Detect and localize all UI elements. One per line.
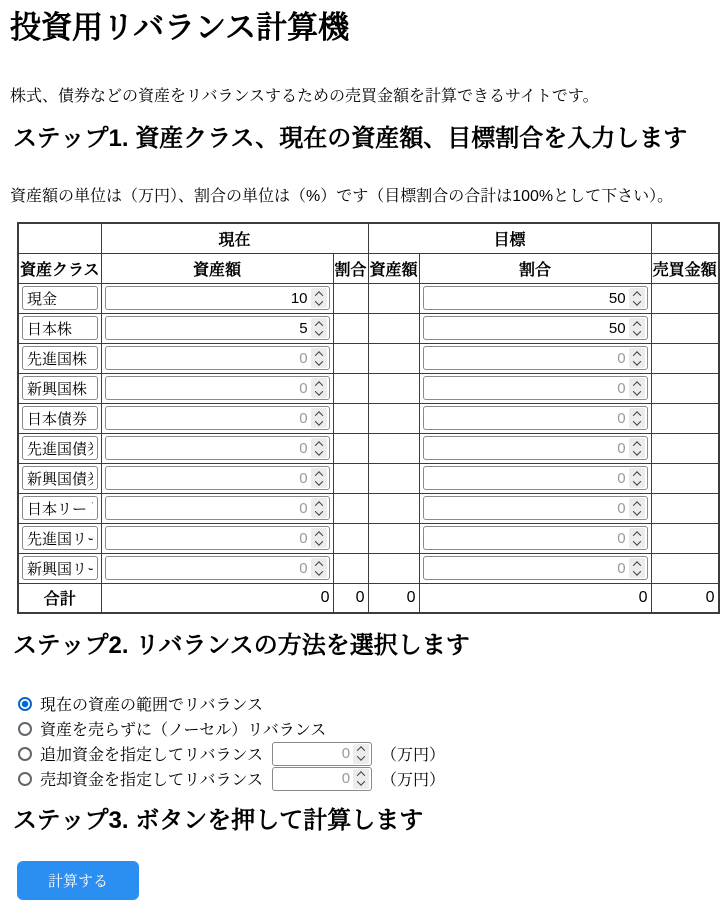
- current-amount-input[interactable]: [109, 320, 311, 337]
- trade-amount-cell: [651, 313, 719, 343]
- current-amount-cell: [101, 373, 333, 403]
- current-ratio-cell: [333, 283, 368, 313]
- total-current-amount: 0: [101, 583, 333, 613]
- asset-class-cell: [18, 343, 101, 373]
- number-spinner[interactable]: [629, 438, 645, 458]
- current-amount-input[interactable]: [109, 500, 311, 517]
- current-amount-cell: [101, 313, 333, 343]
- number-spinner[interactable]: [629, 408, 645, 428]
- current-ratio-header: 割合: [333, 253, 368, 283]
- asset-class-input[interactable]: [22, 346, 98, 370]
- target-ratio-field[interactable]: [423, 556, 648, 580]
- current-amount-cell: [101, 343, 333, 373]
- table-row: [18, 463, 719, 493]
- spinner-down-icon[interactable]: [314, 567, 322, 575]
- target-group-header: 目標: [368, 223, 651, 253]
- current-amount-cell: [101, 283, 333, 313]
- asset-class-input[interactable]: [22, 286, 98, 310]
- current-amount-cell: [101, 433, 333, 463]
- rebalance-option-radio[interactable]: [18, 697, 32, 711]
- target-ratio-cell: [419, 373, 651, 403]
- target-ratio-field[interactable]: [423, 436, 648, 460]
- spinner-down-icon[interactable]: [314, 507, 322, 515]
- spinner-down-icon[interactable]: [632, 447, 640, 455]
- number-spinner[interactable]: [311, 318, 327, 338]
- current-amount-cell: [101, 523, 333, 553]
- target-amount-cell: [368, 343, 419, 373]
- number-spinner[interactable]: [629, 348, 645, 368]
- target-ratio-input[interactable]: [427, 410, 629, 427]
- trade-amount-cell: [651, 553, 719, 583]
- current-amount-field[interactable]: [105, 406, 330, 430]
- current-ratio-cell: [333, 493, 368, 523]
- current-amount-field[interactable]: [105, 286, 330, 310]
- target-amount-cell: [368, 373, 419, 403]
- trade-amount-cell: [651, 343, 719, 373]
- target-ratio-cell: [419, 403, 651, 433]
- asset-class-input[interactable]: [22, 406, 98, 430]
- current-amount-cell: [101, 493, 333, 523]
- number-spinner[interactable]: [311, 498, 327, 518]
- table-row: [18, 553, 719, 583]
- asset-table-body: [18, 283, 719, 613]
- number-spinner[interactable]: [629, 558, 645, 578]
- spinner-down-icon[interactable]: [632, 357, 640, 365]
- asset-class-cell: [18, 373, 101, 403]
- table-row: [18, 403, 719, 433]
- asset-class-input[interactable]: [22, 526, 98, 550]
- current-amount-input[interactable]: [109, 560, 311, 577]
- current-ratio-cell: [333, 343, 368, 373]
- asset-class-input[interactable]: [22, 466, 98, 490]
- target-ratio-header: 割合: [419, 253, 651, 283]
- number-spinner[interactable]: [353, 769, 369, 789]
- spinner-down-icon[interactable]: [314, 387, 322, 395]
- current-amount-field[interactable]: [105, 376, 330, 400]
- rebalance-option: [18, 766, 719, 791]
- asset-class-cell: [18, 493, 101, 523]
- table-row: [18, 373, 719, 403]
- spinner-down-icon[interactable]: [632, 387, 640, 395]
- spinner-down-icon[interactable]: [357, 753, 365, 761]
- number-spinner[interactable]: [629, 528, 645, 548]
- target-amount-cell: [368, 493, 419, 523]
- current-amount-field[interactable]: [105, 346, 330, 370]
- number-spinner[interactable]: [353, 744, 369, 764]
- number-spinner[interactable]: [311, 378, 327, 398]
- target-ratio-cell: [419, 313, 651, 343]
- asset-class-input[interactable]: [22, 556, 98, 580]
- total-row: [18, 583, 719, 613]
- target-ratio-field[interactable]: [423, 406, 648, 430]
- number-spinner[interactable]: [311, 288, 327, 308]
- target-ratio-field[interactable]: [423, 316, 648, 340]
- calculate-button[interactable]: 計算する: [17, 861, 139, 900]
- target-ratio-field[interactable]: [423, 466, 648, 490]
- target-ratio-input[interactable]: [427, 530, 629, 547]
- target-ratio-field[interactable]: [423, 286, 648, 310]
- step1-note: 資産額の単位は（万円）、割合の単位は（%）です（目標割合の合計は100%として下さい）。: [10, 187, 674, 205]
- rebalance-option-label: 追加資金を指定してリバランス: [40, 747, 264, 765]
- rebalance-option: [18, 691, 719, 716]
- current-ratio-cell: [333, 463, 368, 493]
- target-ratio-input[interactable]: [427, 470, 629, 487]
- table-column-header-row: [18, 253, 719, 283]
- target-amount-cell: [368, 553, 419, 583]
- current-group-header: 現在: [101, 223, 368, 253]
- spinner-down-icon[interactable]: [632, 567, 640, 575]
- target-ratio-cell: [419, 493, 651, 523]
- spinner-down-icon[interactable]: [314, 327, 322, 335]
- trade-amount-cell: [651, 493, 719, 523]
- asset-class-cell: [18, 523, 101, 553]
- target-amount-cell: [368, 523, 419, 553]
- target-amount-cell: [368, 463, 419, 493]
- number-spinner[interactable]: [629, 498, 645, 518]
- total-current-ratio: 0: [333, 583, 368, 613]
- target-ratio-input[interactable]: [427, 350, 629, 367]
- current-amount-input[interactable]: [109, 530, 311, 547]
- current-ratio-cell: [333, 523, 368, 553]
- table-row: [18, 493, 719, 523]
- target-ratio-input[interactable]: [427, 560, 629, 577]
- rebalance-option: [18, 741, 719, 766]
- funds-amount-input[interactable]: [276, 745, 353, 762]
- spinner-down-icon[interactable]: [314, 537, 322, 545]
- target-amount-header: 資産額: [368, 253, 419, 283]
- number-spinner[interactable]: [311, 528, 327, 548]
- current-amount-field[interactable]: [105, 316, 330, 340]
- spinner-down-icon[interactable]: [632, 507, 640, 515]
- current-amount-cell: [101, 403, 333, 433]
- number-spinner[interactable]: [311, 558, 327, 578]
- total-trade-amount: 0: [651, 583, 719, 613]
- site-description: 株式、債券などの資産をリバランスするための売買金額を計算できるサイトです。: [10, 87, 599, 105]
- spinner-down-icon[interactable]: [632, 537, 640, 545]
- target-ratio-input[interactable]: [427, 290, 629, 307]
- target-ratio-cell: [419, 283, 651, 313]
- current-ratio-cell: [333, 373, 368, 403]
- number-spinner[interactable]: [311, 408, 327, 428]
- page-title: 投資用リバランス計算機: [10, 10, 350, 45]
- asset-class-cell: [18, 433, 101, 463]
- target-ratio-cell: [419, 343, 651, 373]
- table-row: [18, 313, 719, 343]
- asset-class-cell: [18, 553, 101, 583]
- rebalance-option-radio[interactable]: [18, 747, 32, 761]
- table-row: [18, 433, 719, 463]
- target-ratio-input[interactable]: [427, 320, 629, 337]
- table-row: [18, 523, 719, 553]
- total-target-amount: 0: [368, 583, 419, 613]
- target-ratio-field[interactable]: [423, 346, 648, 370]
- current-amount-input[interactable]: [109, 350, 311, 367]
- table-group-header-row: [18, 223, 719, 253]
- funds-amount-input[interactable]: [276, 770, 353, 787]
- current-ratio-cell: [333, 313, 368, 343]
- trade-amount-cell: [651, 433, 719, 463]
- trade-amount-cell: [651, 283, 719, 313]
- spinner-down-icon[interactable]: [314, 447, 322, 455]
- target-amount-cell: [368, 313, 419, 343]
- current-amount-input[interactable]: [109, 440, 311, 457]
- number-spinner[interactable]: [629, 378, 645, 398]
- target-ratio-field[interactable]: [423, 526, 648, 550]
- number-spinner[interactable]: [311, 348, 327, 368]
- asset-class-header: 資産クラス: [18, 253, 101, 283]
- target-amount-cell: [368, 433, 419, 463]
- asset-table: [17, 222, 720, 614]
- target-ratio-input[interactable]: [427, 440, 629, 457]
- current-amount-header: 資産額: [101, 253, 333, 283]
- table-row: [18, 343, 719, 373]
- current-amount-input[interactable]: [109, 290, 311, 307]
- number-spinner[interactable]: [629, 468, 645, 488]
- current-amount-field[interactable]: [105, 466, 330, 490]
- step2-heading: ステップ2. リバランスの方法を選択します: [13, 632, 470, 660]
- table-row: [18, 283, 719, 313]
- funds-amount-field[interactable]: [272, 742, 372, 766]
- current-amount-cell: [101, 553, 333, 583]
- spinner-down-icon[interactable]: [632, 327, 640, 335]
- asset-class-cell: [18, 403, 101, 433]
- spinner-down-icon[interactable]: [314, 477, 322, 485]
- current-amount-field[interactable]: [105, 496, 330, 520]
- unit-label: （万円）: [381, 747, 446, 765]
- number-spinner[interactable]: [311, 438, 327, 458]
- spinner-down-icon[interactable]: [314, 297, 322, 305]
- total-label: 合計: [18, 583, 101, 613]
- funds-amount-field[interactable]: [272, 767, 372, 791]
- asset-class-cell: [18, 463, 101, 493]
- target-amount-cell: [368, 283, 419, 313]
- number-spinner[interactable]: [629, 318, 645, 338]
- asset-class-input[interactable]: [22, 436, 98, 460]
- rebalance-option-radio[interactable]: [18, 772, 32, 786]
- current-amount-input[interactable]: [109, 470, 311, 487]
- current-ratio-cell: [333, 403, 368, 433]
- rebalance-option: [18, 716, 719, 741]
- number-spinner[interactable]: [311, 468, 327, 488]
- unit-label: （万円）: [381, 772, 446, 790]
- target-ratio-cell: [419, 523, 651, 553]
- asset-class-cell: [18, 283, 101, 313]
- spinner-down-icon[interactable]: [632, 417, 640, 425]
- target-amount-cell: [368, 403, 419, 433]
- asset-class-cell: [18, 313, 101, 343]
- current-amount-field[interactable]: [105, 526, 330, 550]
- spinner-down-icon[interactable]: [314, 417, 322, 425]
- rebalance-option-label: 売却資金を指定してリバランス: [40, 772, 264, 790]
- current-ratio-cell: [333, 433, 368, 463]
- spinner-down-icon[interactable]: [357, 778, 365, 786]
- trade-amount-cell: [651, 523, 719, 553]
- asset-class-input[interactable]: [22, 316, 98, 340]
- target-ratio-field[interactable]: [423, 376, 648, 400]
- target-ratio-field[interactable]: [423, 496, 648, 520]
- empty-header-cell: [18, 223, 101, 253]
- target-ratio-input[interactable]: [427, 380, 629, 397]
- rebalance-method-group: [18, 691, 719, 791]
- current-amount-input[interactable]: [109, 410, 311, 427]
- trade-amount-header: 売買金額: [651, 253, 719, 283]
- trade-amount-cell: [651, 463, 719, 493]
- current-amount-cell: [101, 463, 333, 493]
- target-ratio-cell: [419, 433, 651, 463]
- spinner-down-icon[interactable]: [632, 297, 640, 305]
- step1-heading: ステップ1. 資産クラス、現在の資産額、目標割合を入力します: [13, 124, 688, 152]
- target-ratio-cell: [419, 553, 651, 583]
- target-ratio-input[interactable]: [427, 500, 629, 517]
- spinner-down-icon[interactable]: [314, 357, 322, 365]
- target-ratio-cell: [419, 463, 651, 493]
- current-amount-field[interactable]: [105, 436, 330, 460]
- current-amount-input[interactable]: [109, 380, 311, 397]
- rebalance-option-radio[interactable]: [18, 722, 32, 736]
- total-target-ratio: 0: [419, 583, 651, 613]
- trade-amount-cell: [651, 373, 719, 403]
- number-spinner[interactable]: [629, 288, 645, 308]
- current-ratio-cell: [333, 553, 368, 583]
- asset-class-input[interactable]: [22, 376, 98, 400]
- asset-class-input[interactable]: [22, 496, 98, 520]
- trade-amount-cell: [651, 403, 719, 433]
- empty-header-cell: [651, 223, 719, 253]
- rebalance-option-label: 現在の資産の範囲でリバランス: [40, 697, 264, 715]
- rebalance-option-label: 資産を売らずに（ノーセル）リバランス: [40, 722, 327, 740]
- current-amount-field[interactable]: [105, 556, 330, 580]
- spinner-down-icon[interactable]: [632, 477, 640, 485]
- step3-heading: ステップ3. ボタンを押して計算します: [13, 807, 424, 835]
